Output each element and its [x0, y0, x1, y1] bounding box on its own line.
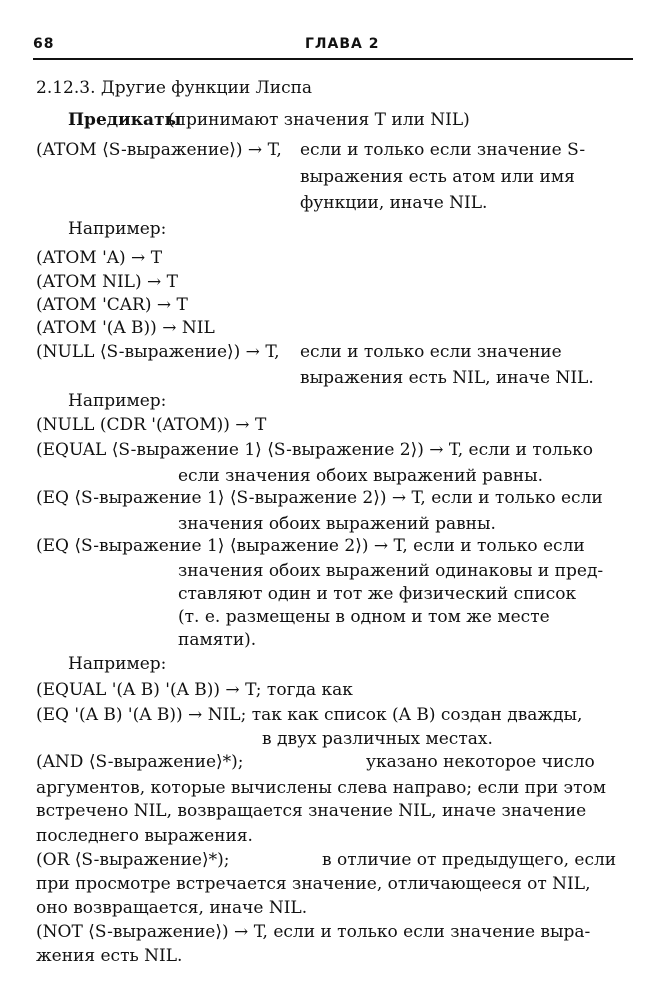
atom-description-3: функции, иначе NIL. — [300, 193, 488, 213]
and-description-1: указано некоторое число — [366, 752, 595, 772]
page-number: 68 — [33, 36, 55, 52]
or-definition: (OR ⟨S-выражение⟩*); — [36, 850, 230, 870]
and-description-3: встречено NIL, возвращается значение NIL, иначе значение — [36, 801, 587, 821]
example-label: Например: — [68, 219, 167, 239]
example-line-cont: в двух различных местах. — [262, 729, 493, 749]
example-label: Например: — [68, 654, 167, 674]
eq-description-2c: (т. е. размещены в одном и том же месте — [178, 607, 550, 627]
example-line: (NULL (CDR '(ATOM)) → T — [36, 415, 267, 435]
atom-description-2: выражения есть атом или имя — [300, 167, 575, 187]
example-line: (EQUAL '(A B) '(A B)) → T; тогда как — [36, 680, 353, 700]
null-definition: (NULL ⟨S-выражение⟩) → T, — [36, 342, 280, 362]
atom-description-1: если и только если значение S- — [300, 140, 586, 160]
eq-definition-1: (EQ ⟨S-выражение 1⟩ ⟨S-выражение 2⟩) → T, если и только если — [36, 488, 603, 508]
example-line: (EQ '(A B) '(A B)) → NIL; так как список (A B) создан дважды, — [36, 705, 583, 725]
or-description-3: оно возвращается, иначе NIL. — [36, 898, 308, 918]
example-label: Например: — [68, 391, 167, 411]
equal-definition: (EQUAL ⟨S-выражение 1⟩ ⟨S-выражение 2⟩) → T, если и только — [36, 440, 593, 460]
example-line: (ATOM 'CAR) → T — [36, 295, 188, 315]
example-line: (ATOM 'A) → T — [36, 248, 163, 268]
null-description-1: если и только если значение — [300, 342, 562, 362]
example-line: (ATOM '(A B)) → NIL — [36, 318, 215, 338]
predicates-note: (принимают значения T или NIL) — [168, 110, 470, 130]
not-description: жения есть NIL. — [36, 946, 183, 966]
eq-description-2d: памяти). — [178, 630, 257, 650]
or-description-1: в отличие от предыдущего, если — [322, 850, 617, 870]
not-definition: (NOT ⟨S-выражение⟩) → T, если и только если значение выра- — [36, 922, 591, 942]
section-heading: 2.12.3. Другие функции Лиспа — [36, 78, 313, 98]
and-description-4: последнего выражения. — [36, 826, 253, 846]
eq-definition-2: (EQ ⟨S-выражение 1⟩ ⟨выражение 2⟩) → T, если и только если — [36, 536, 585, 556]
and-description-2: аргументов, которые вычислены слева направо; если при этом — [36, 778, 606, 798]
or-description-2: при просмотре встречается значение, отличающееся от NIL, — [36, 874, 591, 894]
predicates-heading: Предикаты — [68, 110, 182, 130]
example-line: (ATOM NIL) → T — [36, 272, 178, 292]
null-description-2: выражения есть NIL, иначе NIL. — [300, 368, 594, 388]
eq-description-1: значения обоих выражений равны. — [178, 514, 496, 534]
eq-description-2b: ставляют один и тот же физический список — [178, 584, 577, 604]
eq-description-2a: значения обоих выражений одинаковы и пред- — [178, 561, 604, 581]
header-rule — [33, 58, 633, 60]
atom-definition: (ATOM ⟨S-выражение⟩) → T, — [36, 140, 282, 160]
chapter-header: ГЛАВА 2 — [305, 36, 380, 52]
equal-description: если значения обоих выражений равны. — [178, 466, 544, 486]
and-definition: (AND ⟨S-выражение⟩*); — [36, 752, 244, 772]
